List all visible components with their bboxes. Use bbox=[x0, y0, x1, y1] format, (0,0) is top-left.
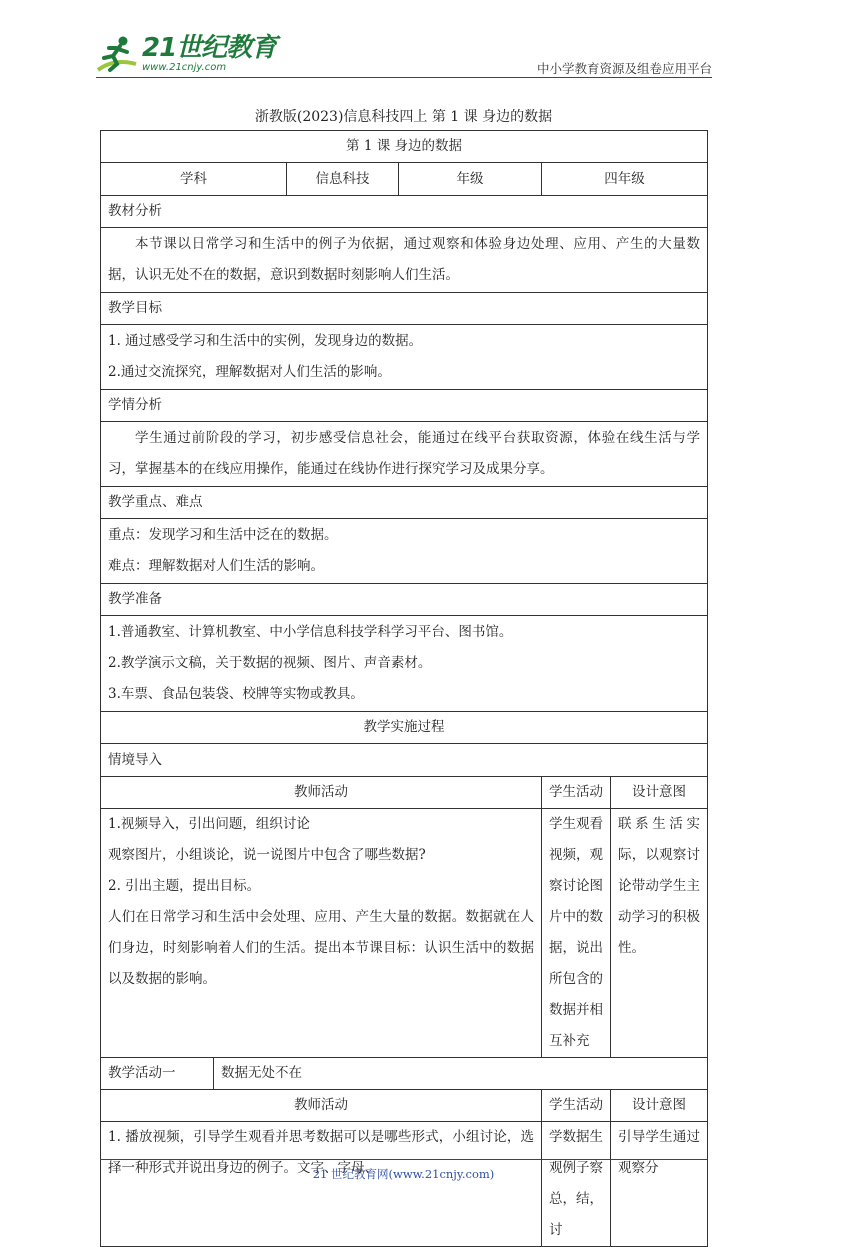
keypoints-content bbox=[101, 519, 708, 584]
col-teacher-activity: 教师活动 bbox=[101, 777, 542, 809]
material-heading: 教材分析 bbox=[101, 196, 708, 228]
grade-value: 四年级 bbox=[542, 163, 708, 196]
activity1-title: 数据无处不在 bbox=[214, 1058, 708, 1090]
intro-teacher-line: 1.视频导入，引出问题，组织讨论 bbox=[108, 816, 310, 832]
document-title: 浙教版(2023)信息科技四上 第 1 课 身边的数据 bbox=[254, 109, 553, 125]
footer-text: 21 世纪教育网(www.21cnjy.com) bbox=[312, 1167, 495, 1181]
intro-student-text: 学生观看视频，观察讨论图片中的数据，说出所包含的数据并相互补充 bbox=[549, 816, 603, 1049]
goal-item: 1. 通过感受学习和生活中的实例，发现身边的数据。 bbox=[108, 333, 423, 349]
activity1-design-cell bbox=[611, 1122, 708, 1247]
prep-item: 3.车票、食品包装袋、校牌等实物或教具。 bbox=[108, 686, 364, 702]
lesson-title: 第 1 课 身边的数据 bbox=[101, 131, 708, 163]
activity1-student-text: 学数据生观例子察总，结，讨 bbox=[549, 1129, 603, 1238]
learner-heading: 学情分析 bbox=[101, 390, 708, 422]
learner-text: 学生通过前阶段的学习，初步感受信息社会，能通过在线平台获取资源，体验在线生活与学习，掌握基本的在线应用操作，能通过在线协作进行探究学习及成果分享。 bbox=[108, 430, 701, 477]
footer-divider bbox=[100, 1159, 707, 1160]
learner-content bbox=[101, 422, 708, 487]
prep-item: 2.教学演示文稿，关于数据的视频、图片、声音素材。 bbox=[108, 655, 432, 671]
activity1-teacher-cell bbox=[101, 1122, 542, 1247]
material-content bbox=[101, 228, 708, 293]
col-design-intent: 设计意图 bbox=[611, 777, 708, 809]
activity1-teacher-text: 1. 播放视频，引导学生观看并思考数据可以是哪些形式，小组讨论，选择一种形式并说出身边的例子。文字、字母、 bbox=[108, 1129, 534, 1176]
brand-name: 21世纪教育 bbox=[142, 33, 277, 63]
intro-heading: 情境导入 bbox=[101, 744, 708, 777]
brand-url: www.21cnjy.com bbox=[142, 62, 227, 73]
subject-value: 信息科技 bbox=[287, 163, 399, 196]
process-heading: 教学实施过程 bbox=[101, 712, 708, 744]
prep-content bbox=[101, 616, 708, 712]
keypoints-heading: 教学重点、难点 bbox=[101, 487, 708, 519]
intro-student-cell bbox=[542, 809, 611, 1058]
intro-teacher-line: 观察图片，小组谈论，说一说图片中包含了哪些数据? bbox=[108, 847, 426, 863]
col-student-activity: 学生活动 bbox=[542, 1090, 611, 1122]
page-header bbox=[96, 30, 712, 80]
goals-heading: 教学目标 bbox=[101, 293, 708, 325]
lesson-plan-table bbox=[100, 130, 708, 1247]
material-text: 本节课以日常学习和生活中的例子为依据，通过观察和体验身边处理、应用、产生的大量数据，认识无处不在的数据，意识到数据时刻影响人们生活。 bbox=[108, 236, 701, 283]
prep-heading: 教学准备 bbox=[101, 584, 708, 616]
running-man-icon bbox=[96, 34, 138, 74]
col-student-activity: 学生活动 bbox=[542, 777, 611, 809]
intro-design-cell bbox=[611, 809, 708, 1058]
platform-name: 中小学教育资源及组卷应用平台 bbox=[536, 61, 712, 76]
col-teacher-activity: 教师活动 bbox=[101, 1090, 542, 1122]
grade-label: 年级 bbox=[399, 163, 542, 196]
intro-teacher-line: 人们在日常学习和生活中会处理、应用、产生大量的数据。数据就在人们身边，时刻影响着人们的生活。提出本节课目标：认识生活中的数据以及数据的影响。 bbox=[108, 909, 534, 987]
activity1-student-cell bbox=[542, 1122, 611, 1247]
header-divider bbox=[96, 77, 712, 78]
keypoint-item: 难点：理解数据对人们生活的影响。 bbox=[108, 558, 324, 574]
activity1-label: 教学活动一 bbox=[101, 1058, 214, 1090]
intro-design-text: 联系生活实际，以观察讨论带动学生主动学习的积极性。 bbox=[618, 816, 701, 956]
intro-teacher-cell bbox=[101, 809, 542, 1058]
activity1-design-text: 引导学生通过观察分 bbox=[618, 1129, 701, 1176]
prep-item: 1.普通教室、计算机教室、中小学信息科技学科学习平台、图书馆。 bbox=[108, 624, 513, 640]
logo bbox=[96, 34, 276, 74]
goal-item: 2.通过交流探究，理解数据对人们生活的影响。 bbox=[108, 364, 391, 380]
col-design-intent: 设计意图 bbox=[611, 1090, 708, 1122]
goals-content bbox=[101, 325, 708, 390]
keypoint-item: 重点：发现学习和生活中泛在的数据。 bbox=[108, 527, 338, 543]
intro-teacher-line: 2. 引出主题，提出目标。 bbox=[108, 878, 261, 894]
subject-label: 学科 bbox=[101, 163, 287, 196]
